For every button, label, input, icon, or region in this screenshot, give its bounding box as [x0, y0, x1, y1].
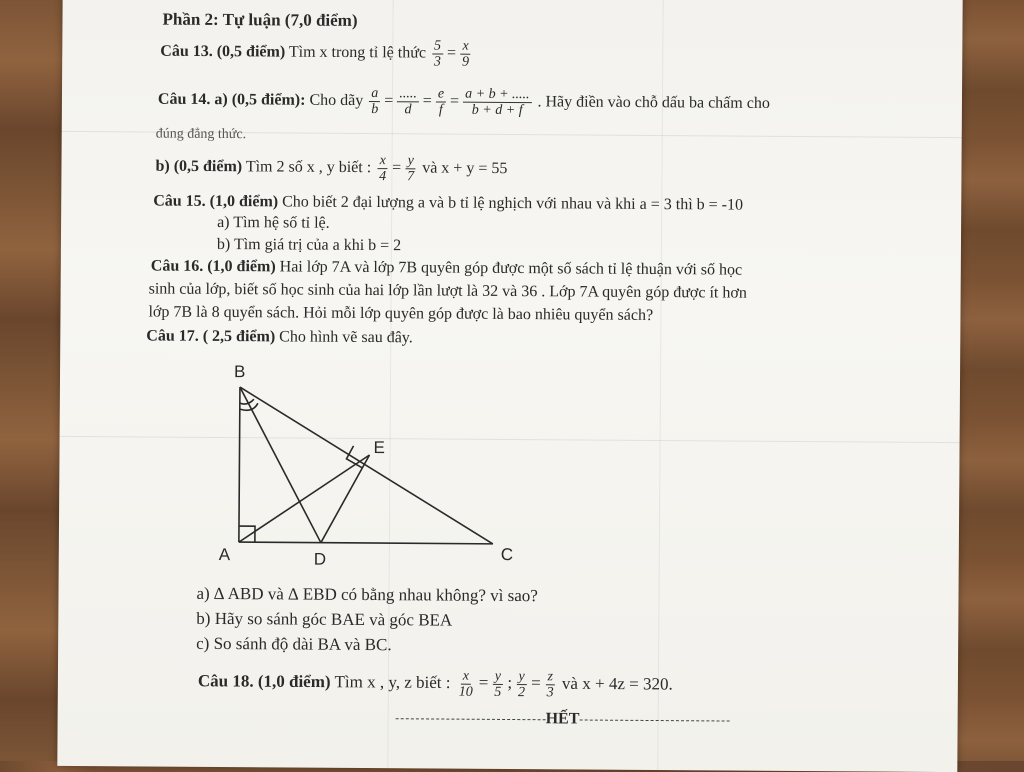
q14-fraction-2: $\frac{.....}{d}$: [397, 86, 419, 117]
q14-fraction-3: $\frac{e}{f}$: [436, 86, 446, 117]
q13-label: Câu 13. (0,5 điểm): [160, 42, 286, 61]
q17-label: Câu 17. ( 2,5 điểm): [146, 327, 276, 346]
q14b-text: Tìm 2 số x , y biết :: [245, 158, 372, 177]
segment-BD: [239, 387, 322, 543]
q14b-label: b) (0,5 điểm): [155, 157, 243, 176]
question-14b: b) (0,5 điểm) Tìm 2 số x , y biết : $\frac{x}{4}$ = $\frac{y}{7}$ và x + y = 55: [155, 153, 508, 185]
end-dash-left: [396, 718, 546, 720]
q14-tail: . Hãy điền vào chỗ dấu ba chấm cho: [537, 93, 770, 112]
triangle-diagram: [207, 360, 588, 573]
q16-line2: sinh của lớp, biết số học sinh của hai lớp lần lượt là 32 và 36 . Lớp 7A quyên góp được ít hơn: [148, 280, 747, 302]
q14-text: Cho dãy: [309, 91, 364, 110]
q17-part-c: c) So sánh độ dài BA và BC.: [196, 633, 392, 655]
q13-fraction-1: $\frac{5}{3}$: [433, 38, 442, 70]
point-B-label: B: [233, 362, 246, 382]
q18-fraction-3: $\frac{y}{2}$: [518, 669, 526, 701]
question-13: Câu 13. (0,5 điểm) Tìm x trong tỉ lệ thức $\frac{5}{3}$ = $\frac{x}{9}$: [160, 37, 473, 70]
q16-line3: lớp 7B là 8 quyển sách. Hỏi mỗi lớp quyên góp được là bao nhiêu quyển sách?: [148, 303, 654, 324]
q18-label: Câu 18. (1,0 điểm): [197, 671, 331, 692]
q17-text: Cho hình vẽ sau đây.: [279, 328, 413, 347]
q17-part-b: b) Hãy so sánh góc BAE và góc BEA: [196, 608, 453, 630]
q17-part-a: a) ∆ ABD và ∆ EBD có bằng nhau không? vì sao?: [196, 583, 538, 606]
end-dash-right: [579, 719, 729, 721]
exam-paper: [57, 0, 962, 772]
q14b-fraction-1: $\frac{x}{4}$: [379, 153, 387, 185]
q15-label: Câu 15. (1,0 điểm): [153, 192, 279, 211]
q18-tail: và x + 4z = 320.: [561, 673, 673, 694]
end-text: HẾT: [545, 710, 580, 728]
q14-fraction-1: $\frac{a}{b}$: [371, 86, 379, 118]
q14-fraction-4: $\frac{a + b + .....}{b + d + f}$: [463, 87, 532, 118]
q15-part-b: b) Tìm giá trị của a khi b = 2: [216, 235, 402, 255]
q14b-fraction-2: $\frac{y}{7}$: [407, 153, 415, 185]
q13-text: Tìm x trong tỉ lệ thức: [288, 43, 427, 62]
q16-line1: Hai lớp 7A và lớp 7B quyên góp được một số sách tỉ lệ thuận với số học: [279, 258, 743, 279]
q18-text: Tìm x , y, z biết :: [334, 672, 451, 692]
question-16: [151, 257, 742, 279]
part-title: Phần 2: Tự luận (7,0 điểm): [162, 9, 358, 30]
point-E-label: E: [373, 438, 385, 458]
question-17: [146, 327, 413, 347]
segment-AB: [239, 387, 240, 542]
end-marker: [396, 709, 730, 729]
q15-part-a: a) Tìm hệ số tỉ lệ.: [217, 213, 330, 232]
question-14a: Câu 14. a) (0,5 điểm): Cho dãy $\frac{a}{b}$ = $\frac{.....}{d}$ = $\frac{e}{f}$ = $\frac{a + b + .....}{b + d + f}$ . Hãy điền vào chỗ dấu ba chấm cho: [157, 86, 770, 119]
q13-fraction-2: $\frac{x}{9}$: [461, 38, 470, 70]
q18-fraction-2: $\frac{y}{5}$: [494, 668, 502, 700]
question-18: Câu 18. (1,0 điểm) Tìm x , y, z biết : $\frac{x}{10}$ = $\frac{y}{5}$ ; $\frac{y}{2}$ = $\frac{z}{3}$ và x + 4z = 320.: [197, 668, 673, 701]
point-C-label: C: [500, 544, 514, 565]
q14-label: Câu 14. a) (0,5 điểm):: [157, 90, 306, 109]
q18-fraction-1: $\frac{x}{10}$: [458, 668, 473, 700]
q16-label: Câu 16. (1,0 điểm): [150, 257, 276, 276]
q14-line2: đúng đẳng thức.: [155, 126, 247, 143]
q18-fraction-4: $\frac{z}{3}$: [546, 669, 554, 701]
q14b-tail: và x + y = 55: [422, 159, 508, 178]
question-15: [153, 193, 743, 215]
segment-AE: [239, 454, 370, 543]
q15-text: Cho biết 2 đại lượng a và b tỉ lệ nghịch với nhau và khi a = 3 thì b = -10: [282, 193, 744, 214]
point-A-label: A: [218, 544, 231, 565]
segment-AC: [239, 542, 493, 544]
segment-BC: [239, 387, 494, 544]
point-D-label: D: [313, 549, 327, 569]
